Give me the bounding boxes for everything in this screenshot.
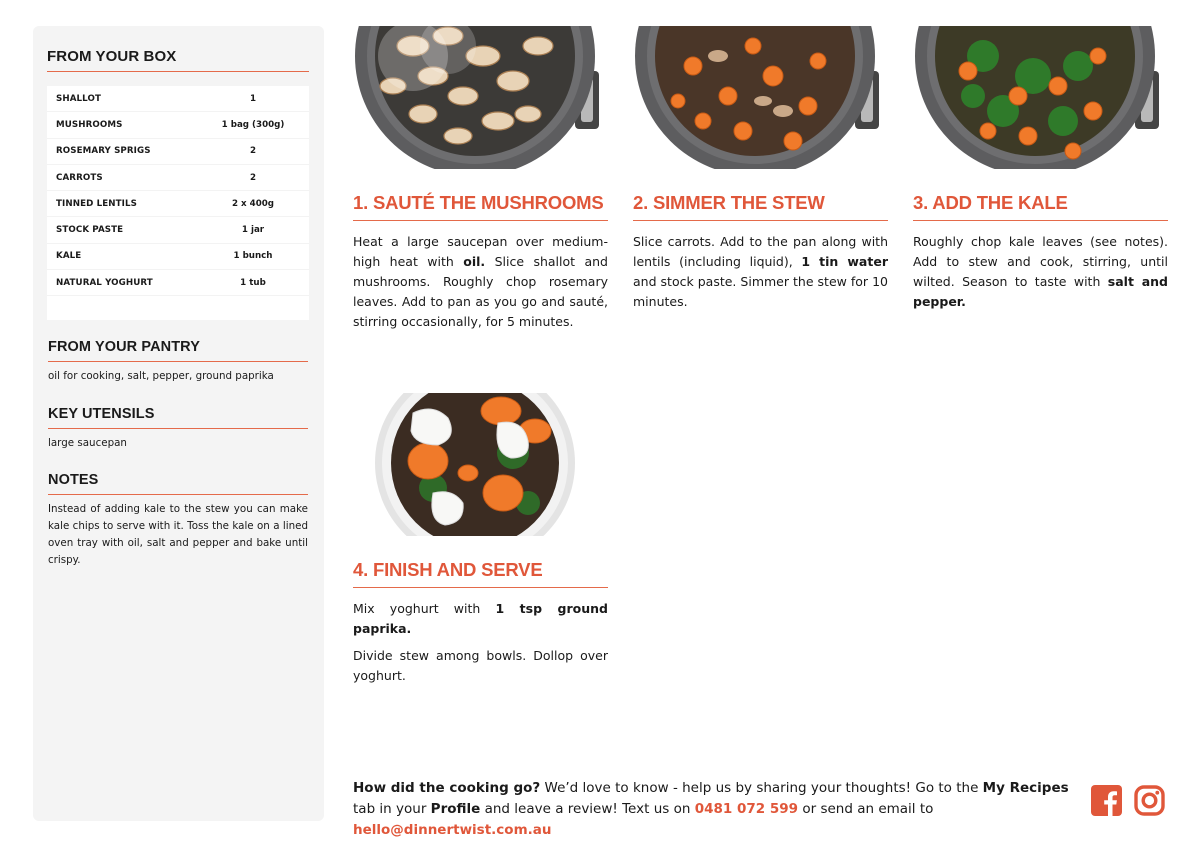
step-2-photo [633, 26, 888, 169]
ingredient-row [47, 165, 309, 191]
emphasis-text: salt and pepper. [913, 274, 1168, 309]
ingredient-name: CARROTS [56, 172, 103, 183]
section-divider [48, 361, 308, 362]
instruction-paragraph [353, 646, 608, 686]
text-run: Divide stew among bowls. Dollop over yoghurt. [353, 648, 608, 683]
ingredient-name: KALE [56, 251, 82, 262]
step-4-title: 4. FINISH AND SERVE [353, 559, 543, 580]
ingredient-row [47, 139, 309, 165]
contact-link[interactable]: 0481 072 599 [694, 801, 799, 817]
ingredients-table [47, 86, 309, 320]
section-divider [48, 428, 308, 429]
text-run: tab in your [353, 801, 431, 817]
emphasis-text: How did the cooking go? [353, 780, 541, 796]
ingredient-row [47, 86, 309, 112]
text-run: and stock paste. Simmer the stew for 10 minutes. [633, 274, 888, 309]
step-3-instructions [913, 232, 1168, 312]
step-1-instructions [353, 232, 608, 332]
emphasis-text: 1 tsp ground paprika. [353, 601, 608, 636]
ingredient-row [47, 244, 309, 270]
sidebar [33, 26, 324, 821]
step-4-instructions [353, 599, 608, 686]
contact-link[interactable]: hello@dinnertwist.com.au [353, 822, 552, 838]
ingredient-quantity: 1 tub [240, 277, 266, 288]
ingredient-quantity: 2 x 400g [231, 198, 275, 209]
pantry-title: FROM YOUR PANTRY [48, 339, 200, 355]
section-divider [48, 494, 308, 495]
step-divider [913, 220, 1168, 221]
instruction-paragraph [353, 599, 608, 639]
ingredient-quantity: 1 jar [241, 225, 265, 236]
step-1 [353, 26, 608, 332]
step-3-photo [913, 26, 1168, 169]
instruction-paragraph [353, 232, 608, 332]
ingredient-quantity: 1 [249, 93, 257, 104]
step-1-photo [353, 26, 608, 169]
ingredient-quantity: 1 bunch [233, 251, 273, 262]
emphasis-text: 1 tin water [801, 254, 888, 269]
step-4-photo [353, 393, 608, 536]
text-run: Roughly chop kale leaves (see notes). Add to stew and cook, stirring, until wilted. Season to taste with [913, 234, 1168, 289]
emphasis-text: My Recipes [982, 780, 1069, 796]
pantry-text: oil for cooking, salt, pepper, ground paprika [48, 370, 274, 382]
ingredient-name: NATURAL YOGHURT [56, 277, 153, 288]
ingredient-row [47, 191, 309, 217]
utensils-text: large saucepan [48, 437, 127, 449]
text-run: or send an email to [798, 801, 934, 817]
ingredient-row [47, 217, 309, 243]
pantry-section [48, 339, 308, 385]
text-run: We’d love to know - help us by sharing your thoughts! Go to the [540, 780, 983, 796]
ingredient-name: STOCK PASTE [56, 225, 124, 236]
from-your-box-header [47, 48, 309, 72]
ingredient-row [47, 270, 309, 296]
ingredient-name: SHALLOT [56, 93, 102, 104]
step-divider [353, 220, 608, 221]
instruction-paragraph [633, 232, 888, 312]
notes-section [48, 472, 308, 569]
ingredient-name: MUSHROOMS [56, 119, 123, 130]
ingredient-name: TINNED LENTILS [56, 198, 137, 209]
text-run: Slice shallot and mushrooms. Roughly chop rosemary leaves. Add to pan as you go and sauté, stirring occasionally, for 5 minutes. [353, 254, 608, 329]
emphasis-text: Profile [430, 801, 481, 817]
instruction-paragraph [913, 232, 1168, 312]
step-1-title: 1. SAUTÉ THE MUSHROOMS [353, 192, 604, 213]
ingredient-row [47, 112, 309, 138]
section-divider [47, 71, 309, 72]
text-run: Mix yoghurt with [353, 601, 496, 616]
step-4 [353, 393, 608, 686]
instagram-icon[interactable] [1134, 785, 1165, 820]
step-3 [913, 26, 1168, 312]
notes-title: NOTES [48, 472, 99, 488]
step-2-title: 2. SIMMER THE STEW [633, 192, 825, 213]
step-2-instructions [633, 232, 888, 312]
step-divider [633, 220, 888, 221]
ingredient-quantity: 1 bag (300g) [221, 119, 285, 130]
notes-text: Instead of adding kale to the stew you can make kale chips to serve with it. Toss the kale on a lined oven tray with oil, salt and pepper and bake until crispy. [48, 503, 308, 566]
text-run: Slice carrots. Add to the pan along with lentils (including liquid), [633, 234, 888, 269]
ingredient-quantity: 2 [249, 146, 257, 157]
ingredient-quantity: 2 [249, 172, 257, 183]
step-3-title: 3. ADD THE KALE [913, 192, 1068, 213]
from-your-box-title: FROM YOUR BOX [47, 48, 177, 65]
utensils-section [48, 406, 308, 452]
facebook-icon[interactable] [1091, 785, 1122, 820]
text-run: Heat a large saucepan over medium-high heat with [353, 234, 608, 269]
utensils-title: KEY UTENSILS [48, 406, 155, 422]
ingredient-name: ROSEMARY SPRIGS [56, 146, 151, 157]
step-divider [353, 587, 608, 588]
step-2 [633, 26, 888, 312]
text-run: and leave a review! Text us on [480, 801, 695, 817]
feedback-footer [353, 778, 1073, 841]
emphasis-text: oil. [463, 254, 486, 269]
